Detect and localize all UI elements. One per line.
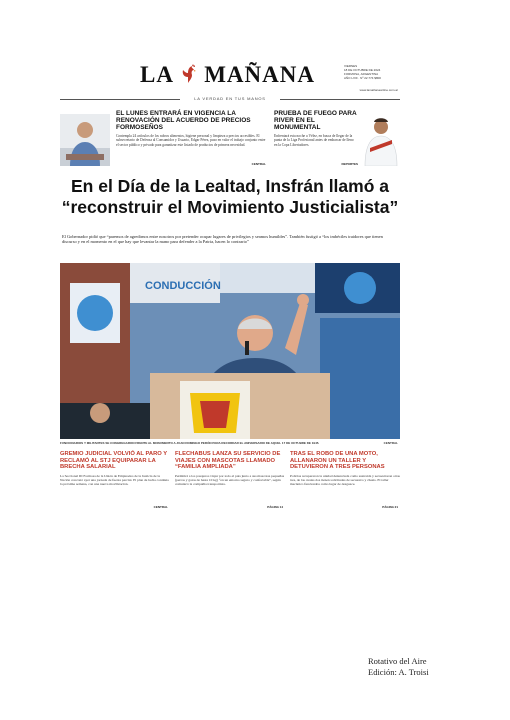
credits-line-1: Rotativo del Aire xyxy=(368,656,427,666)
teaser-river xyxy=(272,110,400,168)
newspaper-front-page xyxy=(60,58,400,518)
main-headline: En el Día de la Lealtad, Insfrán llamó a “reconstruir el Movimiento Justicialista” xyxy=(61,176,399,217)
story-headline: GREMIO JUDICIAL VOLVIÓ AL PARO Y RECLAMÓ AL STJ EQUIPARAR LA BRECHA SALARIAL xyxy=(60,451,168,471)
banner-text: CONDUCCIÓN xyxy=(145,280,221,292)
story-flechabus xyxy=(175,451,285,511)
section-label: CENTRAL xyxy=(153,505,168,509)
teaser-precios xyxy=(60,110,270,168)
section-label: PÁGINA 14 xyxy=(267,505,283,509)
story-headline: FLECHABUS LANZA SU SERVICIO DE VIAJES CON MASCOTAS LLAMADO “FAMILIA AMPLIADA” xyxy=(175,451,281,471)
teaser-body: Enfrentará esta noche a Vélez, en busca de llegar de la punta de la Liga Profesional antes de embarcar de lleno en la Copa Libertadores. xyxy=(274,134,354,147)
credits-line-2: Edición: A. Troisi xyxy=(368,667,429,677)
story-body: Permitirá a los pasajeros viajar por todo el país junto a sus mascotas pequeñas (perros y gatos de hasta 10 kg) “en un entorno seguro y confortable”, según comunicó la compañía transportista. xyxy=(175,473,285,487)
story-gremio-judicial xyxy=(60,451,170,511)
newspaper-logo xyxy=(140,62,315,88)
divider xyxy=(60,99,180,100)
photo-caption: FUNCIONARIOS Y MILITANTES SE CONGREGARON FRENTE AL MONUMENTO A JUAN DOMINGO PERÓN PARA RECORDAR EL ANIVERSARIO DE AQUEL 17 DE OCTUBRE DE 1945. CENTRAL xyxy=(60,441,398,445)
dateline: VIERNES 18 DE OCTUBRE DE 2024 FORMOSA, ARGENTINA AÑO LXIII · Nº 22.774 $800 xyxy=(344,64,381,80)
logo-text-left: LA xyxy=(140,62,173,87)
logo-text-right: MAÑANA xyxy=(204,62,315,87)
credits xyxy=(368,656,429,678)
teaser-headline: PRUEBA DE FUEGO PARA RIVER EN EL MONUMENTAL xyxy=(274,110,357,131)
divider xyxy=(280,99,400,100)
teaser-photo-official xyxy=(60,114,110,166)
section-label: CENTRAL xyxy=(251,162,266,166)
section-label: CENTRAL xyxy=(383,441,398,445)
teaser-headline: EL LUNES ENTRARÁ EN VIGENCIA LA RENOVACIÓN DEL ACUERDO DE PRECIOS FORMOSEÑOS xyxy=(116,110,251,131)
section-label: DEPORTES xyxy=(341,162,358,166)
website-url: www.lamañanaonline.com.ar xyxy=(359,88,398,92)
teaser-photo-player xyxy=(362,114,400,166)
tagline: LA VERDAD EN TUS MANOS xyxy=(194,96,266,101)
tagline-row xyxy=(60,95,400,103)
main-lede: El Gobernador pidió que “paremos de agredirnos entre nosotros por pretender ocupar lugares de privilegios y seamos humildes”. También fustigó a “los imbéciles traidores que tienen discurso y en el momento en el que hay que levantar la mano para defender a la Patria, hacen lo contrario” xyxy=(62,234,383,245)
masthead xyxy=(60,58,400,98)
story-headline: TRAS EL ROBO DE UNA MOTO, ALLANARON UN TALLER Y DETUVIERON A TRES PERSONAS xyxy=(290,451,385,471)
main-photo-governor-speech xyxy=(60,263,400,439)
story-body: Policías recuperaron la unidad denunciada como sustraída y secuestraron otras tres, de las cuales dos tienen solicitudes de secuestro y chasis. El taller mecánico funcionaba como lugar de desguace. xyxy=(290,473,400,487)
story-robo-moto xyxy=(290,451,400,511)
story-body: La Seccional III Formosa de la Unión de Empleados de la Justicia de la Nación concretó ayer una jornada de fuerza parcial. El plan de lucha continúa la próxima semana, con una nueva movilización. xyxy=(60,473,169,487)
rooster-icon xyxy=(179,64,197,84)
section-label: PÁGINA 21 xyxy=(382,505,398,509)
teaser-body: Contempla 24 artículos de los rubros alimentos, higiene personal y limpieza a precios accesibles. El subsecretario de Defensa al Consumidor y Usuario, Edgar Pérez, puso en valor el trabajo conjunto entre el sector público y privado para garantizar este listado de productos de primera necesidad. xyxy=(116,134,266,147)
